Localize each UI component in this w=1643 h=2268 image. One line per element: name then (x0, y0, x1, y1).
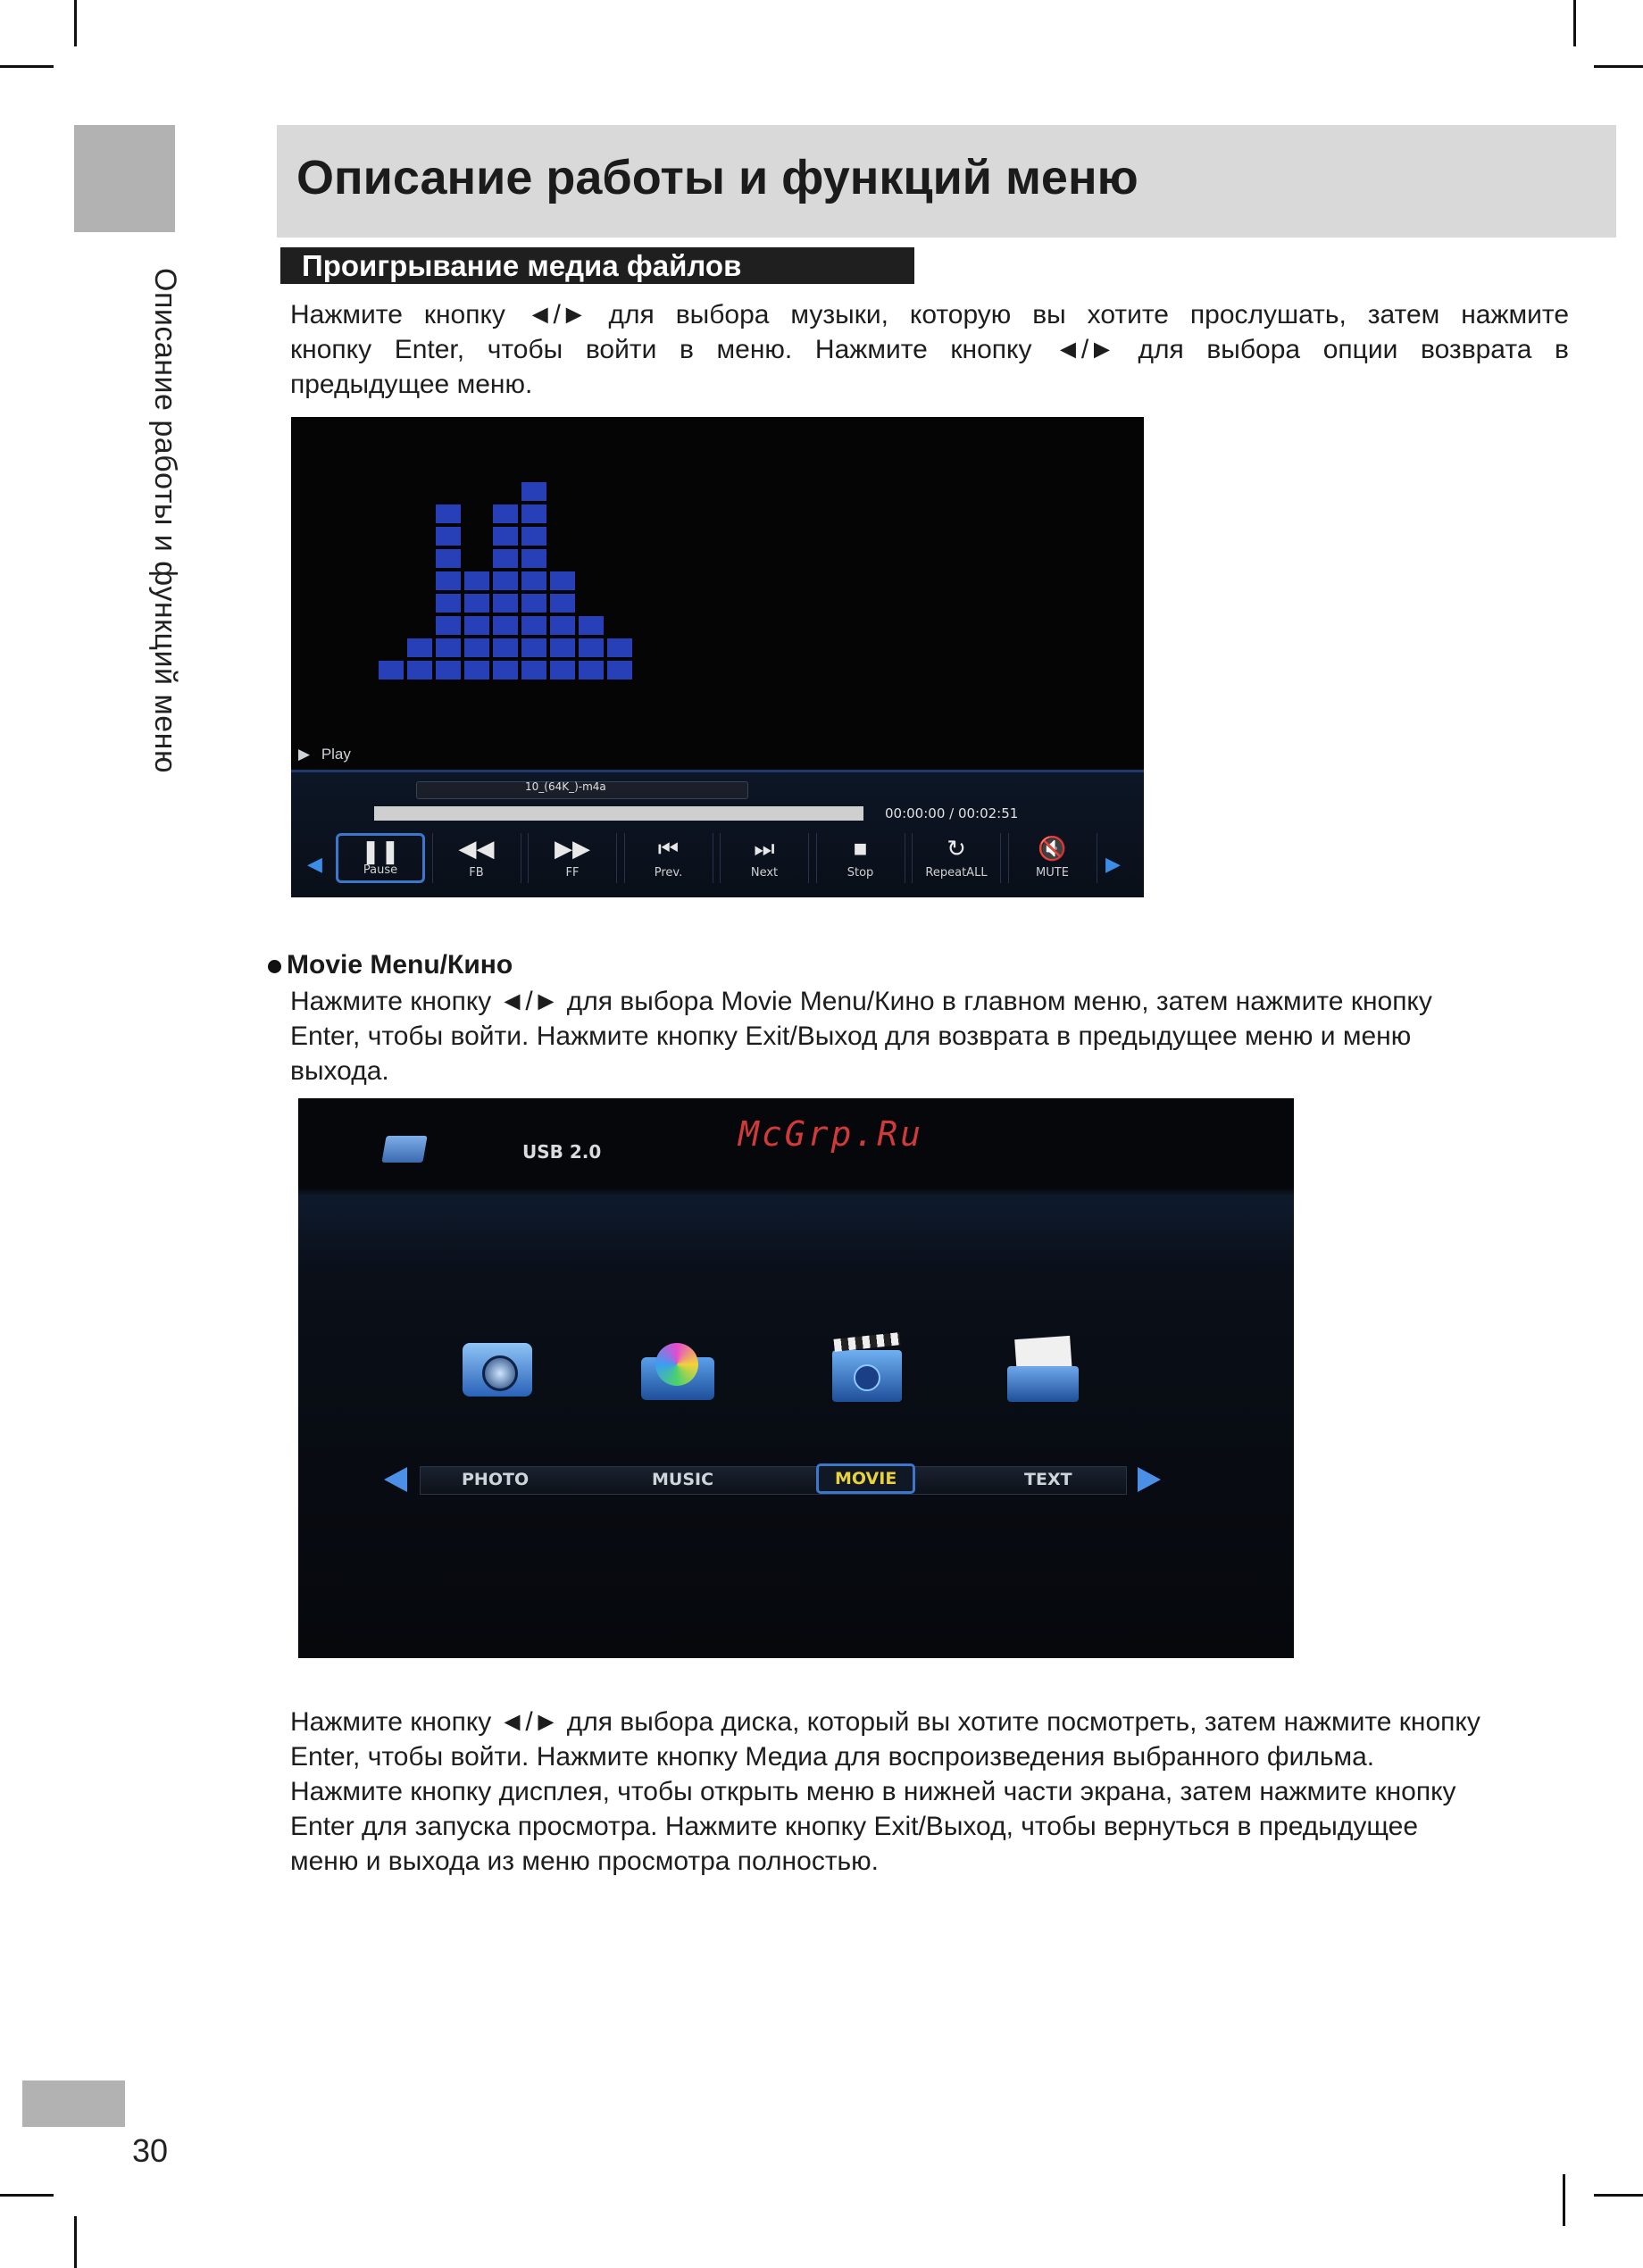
track-name: 10_(64K_)-m4a (525, 780, 606, 793)
equalizer-block (493, 638, 518, 657)
music-player-screenshot (291, 417, 1144, 897)
crop-mark (0, 65, 54, 68)
equalizer-block (464, 594, 489, 613)
equalizer-block (464, 638, 489, 657)
watermark: McGrp.Ru (738, 1114, 924, 1154)
equalizer-block (607, 661, 632, 680)
equalizer-block (436, 527, 461, 546)
equalizer-visual (379, 417, 736, 694)
page-number: 30 (132, 2132, 169, 2169)
menu-item-photo[interactable]: PHOTO (462, 1470, 530, 1489)
scroll-right-arrow[interactable]: ▶ (1105, 853, 1121, 875)
player-control-bar (291, 770, 1144, 897)
repeatall-button[interactable] (912, 833, 1001, 883)
equalizer-block (493, 549, 518, 568)
equalizer-block (521, 638, 546, 657)
fast-forward-icon: ▶▶ (555, 835, 590, 862)
next-icon: ⏭ (754, 835, 775, 862)
mute-icon: 🔇 (1038, 835, 1067, 862)
crop-mark (1594, 65, 1643, 68)
equalizer-block (436, 504, 461, 523)
text-line: Нажмите кнопку ◄/► для выбора Movie Menu/Кино в главном меню, затем нажмите кнопку (290, 987, 1432, 1016)
button-label: Stop (847, 866, 874, 880)
progress-bar[interactable] (374, 806, 863, 821)
crop-mark (0, 2194, 54, 2197)
instructions-paragraph (290, 1705, 1569, 1879)
scroll-left-arrow[interactable]: ◀ (307, 853, 322, 875)
equalizer-block (407, 661, 432, 680)
equalizer-block (493, 661, 518, 680)
equalizer-block (521, 504, 546, 523)
side-title: Описание работы и функций меню (148, 268, 182, 773)
text-line: кнопку Enter, чтобы войти в меню. Нажмите кнопку ◄/► для выбора опции возврата в (290, 335, 1569, 364)
equalizer-block (550, 571, 575, 590)
equalizer-block (521, 571, 546, 590)
play-icon: ▶ (298, 746, 311, 763)
equalizer-block (436, 594, 461, 613)
button-label: Prev. (654, 866, 683, 880)
bullet-icon (268, 960, 281, 973)
button-label: FB (469, 866, 484, 880)
equalizer-block (493, 504, 518, 523)
button-label: RepeatALL (925, 866, 988, 880)
text-line: предыдущее меню. (290, 370, 533, 399)
text-line: Нажмите кнопку ◄/► для выбора музыки, которую вы хотите прослушать, затем нажмите (290, 300, 1569, 329)
crop-mark (74, 0, 77, 46)
equalizer-block (493, 616, 518, 635)
section-title: Проигрывание медиа файлов (302, 249, 742, 282)
button-label: Pause (363, 863, 398, 877)
time-readout: 00:00:00 / 00:02:51 (885, 805, 1019, 821)
equalizer-block (436, 571, 461, 590)
button-label: MUTE (1036, 866, 1069, 880)
crop-mark (1563, 2174, 1565, 2226)
text-line: меню и выхода из меню просмотра полностью. (290, 1847, 880, 1876)
equalizer-block (521, 616, 546, 635)
menu-right-arrow[interactable] (1138, 1467, 1161, 1492)
menu-item-text[interactable]: TEXT (1024, 1470, 1072, 1489)
pause-icon: ❚❚ (361, 838, 400, 864)
equalizer-block (464, 616, 489, 635)
equalizer-block (464, 571, 489, 590)
usb-icon (381, 1136, 427, 1163)
text-line: Enter, чтобы войти. Нажмите кнопку Медиа для воспроизведения выбранного фильма. (290, 1742, 1375, 1772)
text-line: Нажмите кнопку ◄/► для выбора диска, который вы хотите посмотреть, затем нажмите кнопку (290, 1707, 1480, 1737)
mute-button[interactable] (1008, 833, 1097, 883)
equalizer-block (550, 616, 575, 635)
text-line: Нажмите кнопку дисплея, чтобы открыть меню в нижней части экрана, затем нажмите кнопку (290, 1777, 1456, 1806)
next-button[interactable] (720, 833, 809, 883)
movie-paragraph (290, 984, 1569, 1088)
play-status (298, 746, 351, 763)
button-label: Next (750, 866, 779, 880)
equalizer-block (579, 616, 604, 635)
equalizer-block (579, 661, 604, 680)
equalizer-block (521, 661, 546, 680)
equalizer-block (493, 594, 518, 613)
equalizer-block (493, 527, 518, 546)
text-line: выхода. (290, 1056, 389, 1086)
equalizer-block (436, 549, 461, 568)
prev-button[interactable] (624, 833, 713, 883)
equalizer-block (407, 638, 432, 657)
equalizer-block (493, 571, 518, 590)
fb-button[interactable] (432, 833, 521, 883)
camera-icon[interactable] (459, 1330, 536, 1407)
pause-button[interactable] (336, 833, 425, 883)
equalizer-block (436, 661, 461, 680)
crop-mark (1573, 0, 1576, 46)
repeat-icon: ↻ (947, 835, 966, 862)
equalizer-block (521, 482, 546, 501)
stop-icon: ■ (853, 835, 868, 862)
media-menu-screenshot (298, 1098, 1294, 1658)
page-title: Описание работы и функций меню (296, 151, 1138, 204)
equalizer-block (436, 616, 461, 635)
movie-menu-heading (268, 950, 513, 980)
menu-item-movie[interactable]: MOVIE (816, 1463, 915, 1494)
equalizer-block (436, 638, 461, 657)
document-folder-icon[interactable] (1004, 1330, 1080, 1407)
equalizer-block (550, 661, 575, 680)
equalizer-block (550, 638, 575, 657)
menu-item-music[interactable]: MUSIC (652, 1470, 714, 1489)
side-tab-block (74, 125, 175, 232)
equalizer-block (521, 527, 546, 546)
equalizer-block (521, 594, 546, 613)
crop-mark (1594, 2194, 1643, 2197)
text-line: Enter для запуска просмотра. Нажмите кнопку Exit/Выход, чтобы вернуться в предыдущее (290, 1812, 1419, 1841)
equalizer-block (607, 638, 632, 657)
equalizer-block (550, 594, 575, 613)
text-line: Enter, чтобы войти. Нажмите кнопку Exit/Выход для возврата в предыдущее меню и меню (290, 1021, 1412, 1051)
equalizer-block (379, 661, 404, 680)
equalizer-block (579, 638, 604, 657)
equalizer-block (521, 549, 546, 568)
menu-category-strip (420, 1466, 1127, 1495)
stop-button[interactable] (816, 833, 905, 883)
intro-paragraph (290, 297, 1569, 402)
crop-mark (74, 2216, 77, 2268)
clapperboard-icon[interactable] (829, 1330, 905, 1407)
previous-icon: ⏮ (657, 835, 680, 862)
play-label: Play (321, 746, 351, 763)
equalizer-block (464, 661, 489, 680)
menu-left-arrow[interactable] (384, 1467, 407, 1492)
ff-button[interactable] (528, 833, 617, 883)
page-number-block (22, 2080, 125, 2127)
fast-backward-icon: ◀◀ (458, 835, 495, 862)
button-label: FF (565, 866, 580, 880)
movie-menu-title: Movie Menu/Кино (287, 950, 513, 980)
usb-label: USB 2.0 (522, 1141, 602, 1163)
music-disc-icon[interactable] (638, 1330, 714, 1407)
